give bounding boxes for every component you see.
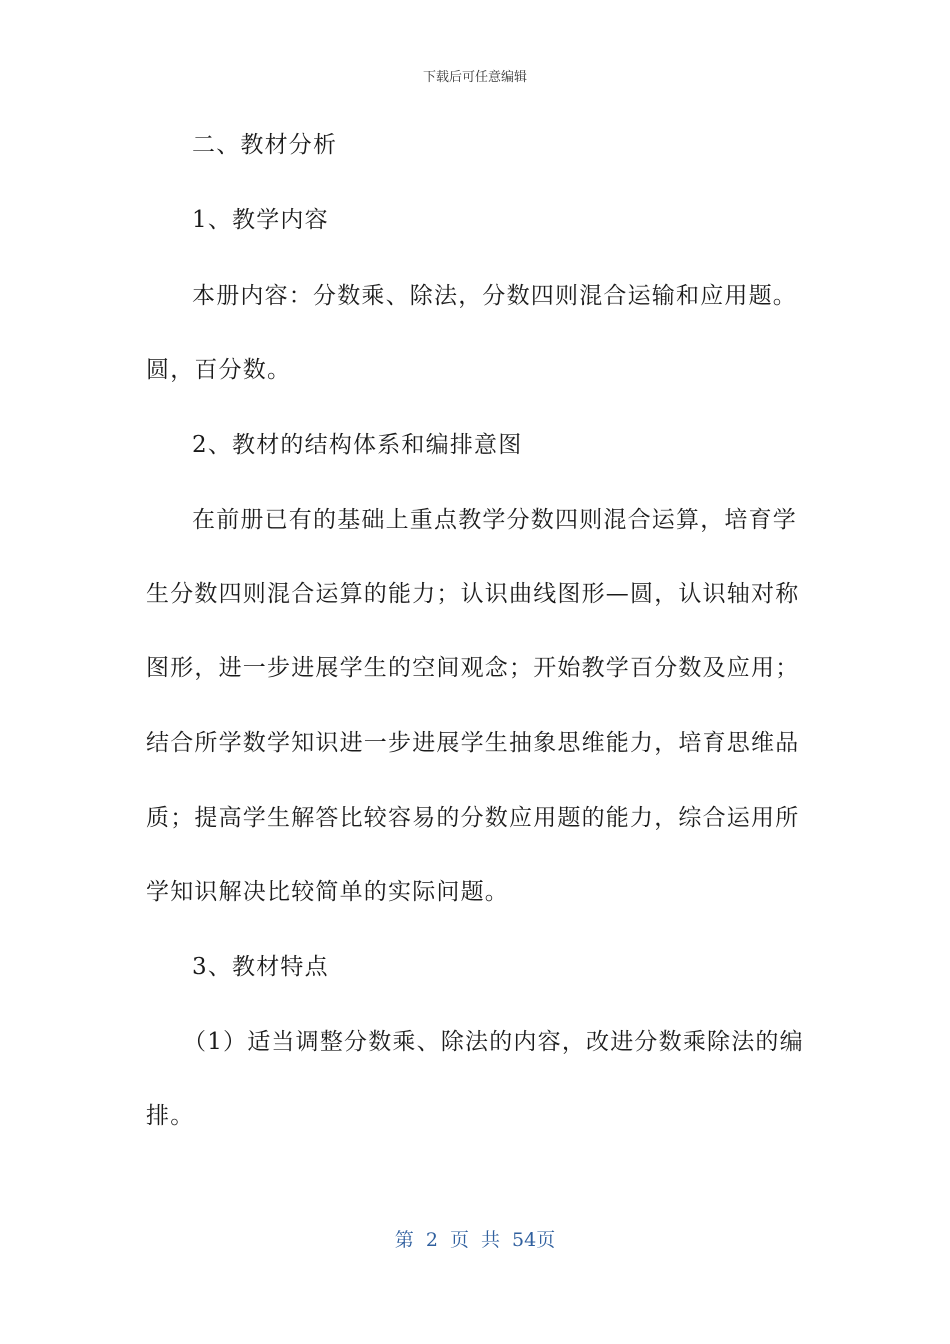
section-heading: 二、教材分析 xyxy=(192,132,338,158)
subsection-heading: 1、教学内容 xyxy=(192,207,329,233)
paragraph-line: 圆，百分数。 xyxy=(146,357,292,383)
paragraph-line: 本册内容：分数乘、除法，分数四则混合运输和应用题。 xyxy=(192,283,797,309)
paragraph-line: 在前册已有的基础上重点教学分数四则混合运算，培育学 xyxy=(192,507,797,533)
paragraph-line: 排。 xyxy=(146,1103,195,1129)
paragraph-line: 生分数四则混合运算的能力；认识曲线图形—圆，认识轴对称 xyxy=(146,581,800,607)
paragraph-line: 图形，进一步进展学生的空间观念；开始教学百分数及应用； xyxy=(146,655,800,681)
paragraph-line: 质；提高学生解答比较容易的分数应用题的能力，综合运用所 xyxy=(146,805,800,831)
page-number-footer: 第 2 页 共 54页 xyxy=(394,1229,556,1251)
subsection-heading: 2、教材的结构体系和编排意图 xyxy=(192,432,523,458)
paragraph-line: 学知识解决比较简单的实际问题。 xyxy=(146,879,509,905)
subsection-heading: 3、教材特点 xyxy=(192,954,329,980)
paragraph-line: （1）适当调整分数乘、除法的内容，改进分数乘除法的编 xyxy=(183,1029,804,1055)
paragraph-line: 结合所学数学知识进一步进展学生抽象思维能力，培育思维品 xyxy=(146,730,800,756)
header-note: 下载后可任意编辑 xyxy=(422,70,527,85)
